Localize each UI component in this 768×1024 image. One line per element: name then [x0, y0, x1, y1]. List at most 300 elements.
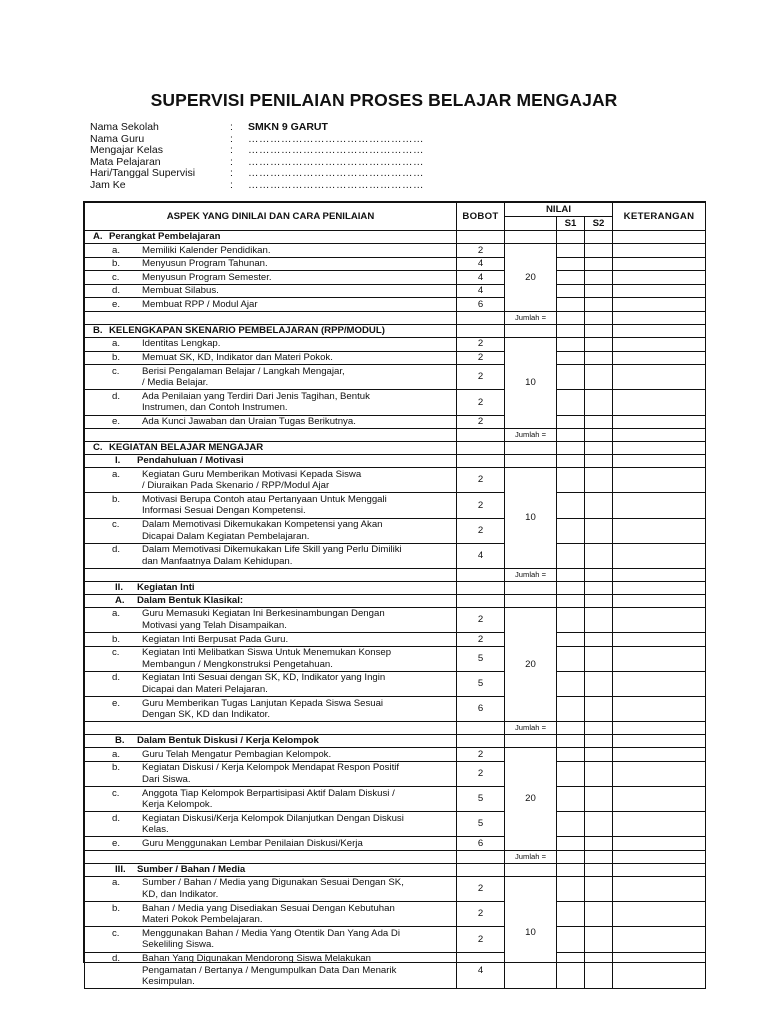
criteria-marker: c.	[112, 271, 120, 283]
criteria-marker: b.	[112, 352, 121, 364]
criteria-cell	[85, 646, 457, 671]
criteria-row	[85, 284, 706, 298]
criteria-marker: d.	[112, 544, 121, 556]
bobot-value: 2	[457, 468, 505, 493]
criteria-row	[85, 518, 706, 543]
criteria-cell	[85, 468, 457, 493]
s2-score-input[interactable]	[585, 298, 613, 312]
jumlah-s1-input[interactable]	[557, 850, 585, 863]
s1-score-input[interactable]	[557, 298, 585, 312]
keterangan-input[interactable]	[613, 351, 706, 365]
keterangan-input[interactable]	[613, 298, 706, 312]
criteria-line: Materi Pokok Pembelajaran.	[142, 914, 263, 926]
s1-score-input[interactable]	[557, 837, 585, 851]
s1-score-input[interactable]	[557, 646, 585, 671]
criteria-row	[85, 390, 706, 415]
criteria-text	[142, 519, 456, 542]
s2-score-input[interactable]	[585, 697, 613, 722]
s2-score-input[interactable]	[585, 646, 613, 671]
criteria-marker: d.	[112, 953, 121, 965]
s2-score-input[interactable]	[585, 543, 613, 568]
criteria-cell	[85, 837, 457, 851]
bobot-value: 2	[457, 902, 505, 927]
keterangan-input[interactable]	[613, 748, 706, 762]
jumlah-keterangan[interactable]	[613, 568, 706, 581]
bobot-value: 5	[457, 812, 505, 837]
criteria-line: / Diuraikan Pada Skenario / RPP/Modul Ajar	[142, 480, 330, 492]
criteria-text	[142, 608, 456, 631]
keterangan-input[interactable]	[613, 543, 706, 568]
jumlah-row	[85, 722, 706, 735]
jumlah-s2-input[interactable]	[585, 568, 613, 581]
keterangan-input[interactable]	[613, 671, 706, 696]
jumlah-s2-input[interactable]	[585, 722, 613, 735]
s1-score-input[interactable]	[557, 271, 585, 285]
subsection-title-cell	[85, 594, 457, 607]
keterangan-input[interactable]	[613, 812, 706, 837]
header-bobot: BOBOT	[457, 203, 505, 231]
criteria-line: Guru Memberikan Tugas Lanjutan Kepada Siswa Sesuai	[142, 697, 384, 709]
criteria-text	[142, 672, 456, 695]
jumlah-s1-input[interactable]	[557, 311, 585, 324]
info-value[interactable]: …………………………………………	[248, 178, 424, 191]
bobot-cell	[457, 581, 505, 594]
section-title: Perangkat Pembelajaran	[109, 231, 221, 243]
bobot-value: 5	[457, 646, 505, 671]
bobot-cell	[457, 735, 505, 748]
subsection-row	[85, 581, 706, 594]
criteria-line: / Media Belajar.	[142, 377, 209, 389]
criteria-row	[85, 927, 706, 952]
keterangan-input[interactable]	[613, 837, 706, 851]
keterangan-input[interactable]	[613, 902, 706, 927]
jumlah-row	[85, 568, 706, 581]
criteria-cell	[85, 927, 457, 952]
s1-score-input[interactable]	[557, 337, 585, 351]
keterangan-input[interactable]	[613, 761, 706, 786]
bobot-value: 2	[457, 390, 505, 415]
keterangan-input[interactable]	[613, 244, 706, 258]
section-row	[85, 324, 706, 337]
jumlah-blank	[85, 568, 457, 581]
keterangan-input[interactable]	[613, 271, 706, 285]
jumlah-blank	[85, 850, 457, 863]
info-colon: :	[230, 144, 233, 157]
s2-score-input[interactable]	[585, 257, 613, 271]
section-marker: II.	[115, 582, 123, 594]
s2-score-input[interactable]	[585, 761, 613, 786]
bobot-value: 4	[457, 284, 505, 298]
criteria-row	[85, 271, 706, 285]
criteria-marker: c.	[112, 647, 120, 659]
criteria-line: Bahan / Media yang Disediakan Sesuai Dengan Kebutuhan	[142, 902, 395, 914]
group-total-value: 20	[505, 607, 557, 721]
s2-score-input[interactable]	[585, 927, 613, 952]
criteria-line: Sekeliling Siswa.	[142, 939, 214, 951]
criteria-row	[85, 298, 706, 312]
info-value[interactable]: …………………………………………	[248, 167, 424, 180]
subsection-title-cell	[85, 735, 457, 748]
info-label: Hari/Tanggal Supervisi	[90, 167, 196, 180]
criteria-row	[85, 607, 706, 632]
s2-score-input[interactable]	[585, 365, 613, 390]
s1-score-input[interactable]	[557, 697, 585, 722]
bobot-value: 2	[457, 633, 505, 647]
criteria-row	[85, 787, 706, 812]
criteria-line: Menyusun Program Tahunan.	[142, 258, 268, 270]
s1-score-input[interactable]	[557, 518, 585, 543]
section-title-cell	[85, 231, 457, 244]
jumlah-label: Jumlah =	[505, 722, 557, 735]
criteria-row	[85, 365, 706, 390]
jumlah-keterangan[interactable]	[613, 311, 706, 324]
criteria-cell	[85, 518, 457, 543]
s2-score-input[interactable]	[585, 493, 613, 518]
criteria-text	[142, 647, 456, 670]
bobot-value: 2	[457, 607, 505, 632]
jumlah-label: Jumlah =	[505, 568, 557, 581]
nilai-cell	[505, 455, 557, 468]
criteria-line: Sumber / Bahan / Media yang Digunakan Sesuai Dengan SK,	[142, 877, 404, 889]
s2-score-input[interactable]	[585, 902, 613, 927]
criteria-line: Dalam Memotivasi Dikemukakan Kompetensi yang Akan	[142, 519, 383, 530]
criteria-text	[142, 762, 456, 785]
s1-score-input[interactable]	[557, 633, 585, 647]
keterangan-input[interactable]	[613, 468, 706, 493]
jumlah-keterangan[interactable]	[613, 429, 706, 442]
info-value[interactable]: …………………………………………	[248, 132, 424, 145]
criteria-line: Kegiatan Inti Sesuai dengan SK, KD, Indikator yang Ingin	[142, 672, 386, 684]
criteria-line: Ada Kunci Jawaban dan Uraian Tugas Berikutnya.	[142, 416, 356, 428]
criteria-line: Dengan SK, KD dan Indikator.	[142, 709, 270, 721]
s2-cell	[585, 594, 613, 607]
criteria-line: Memuat SK, KD, Indikator dan Materi Pokok.	[142, 352, 333, 364]
criteria-cell	[85, 390, 457, 415]
bobot-cell	[457, 442, 505, 455]
jumlah-blank	[457, 722, 505, 735]
criteria-line: dan Manfaatnya Dalam Kehidupan.	[142, 555, 293, 567]
criteria-cell	[85, 671, 457, 696]
section-marker: A.	[115, 595, 125, 607]
jumlah-label: Jumlah =	[505, 311, 557, 324]
keterangan-input[interactable]	[613, 257, 706, 271]
identity-block	[90, 122, 424, 192]
criteria-cell	[85, 365, 457, 390]
criteria-cell	[85, 633, 457, 647]
keterangan-input[interactable]	[613, 493, 706, 518]
criteria-text	[142, 352, 456, 364]
criteria-text	[142, 928, 456, 951]
bobot-value: 6	[457, 298, 505, 312]
s1-score-input[interactable]	[557, 468, 585, 493]
bobot-cell	[457, 863, 505, 876]
criteria-row	[85, 468, 706, 493]
keterangan-input[interactable]	[613, 337, 706, 351]
section-title-cell	[85, 324, 457, 337]
section-title: Sumber / Bahan / Media	[137, 864, 246, 876]
section-marker: B.	[115, 735, 125, 747]
s2-score-input[interactable]	[585, 787, 613, 812]
bobot-value: 2	[457, 244, 505, 258]
jumlah-keterangan[interactable]	[613, 722, 706, 735]
s1-score-input[interactable]	[557, 284, 585, 298]
jumlah-s1-input[interactable]	[557, 568, 585, 581]
subsection-row	[85, 594, 706, 607]
info-colon: :	[230, 132, 233, 145]
s1-cell	[557, 594, 585, 607]
criteria-line: Bahan Yang Digunakan Mendorong Siswa Melakukan	[142, 953, 371, 965]
s1-score-input[interactable]	[557, 493, 585, 518]
s2-cell	[585, 455, 613, 468]
criteria-line: Guru Telah Mengatur Pembagian Kelompok.	[142, 748, 332, 760]
keterangan-input[interactable]	[613, 284, 706, 298]
keterangan-input[interactable]	[613, 646, 706, 671]
s2-score-input[interactable]	[585, 337, 613, 351]
criteria-row	[85, 337, 706, 351]
criteria-line: Anggota Tiap Kelompok Berpartisipasi Aktif Dalam Diskusi /	[142, 787, 395, 799]
s2-score-input[interactable]	[585, 671, 613, 696]
s2-score-input[interactable]	[585, 837, 613, 851]
bobot-cell	[457, 231, 505, 244]
info-value[interactable]: …………………………………………	[248, 144, 424, 157]
bobot-value: 5	[457, 787, 505, 812]
bobot-value: 6	[457, 837, 505, 851]
subsection-row	[85, 735, 706, 748]
section-marker: III.	[115, 864, 126, 876]
criteria-cell	[85, 493, 457, 518]
nilai-cell	[505, 594, 557, 607]
section-title: Dalam Bentuk Klasikal:	[137, 595, 244, 607]
jumlah-s2-input[interactable]	[585, 311, 613, 324]
criteria-marker: c.	[112, 519, 120, 530]
keterangan-input[interactable]	[613, 518, 706, 543]
criteria-text	[142, 838, 456, 850]
criteria-cell	[85, 244, 457, 258]
criteria-row	[85, 415, 706, 429]
criteria-row	[85, 671, 706, 696]
criteria-line: Informasi Sesuai Dengan Kompetensi.	[142, 505, 306, 517]
section-title: Dalam Bentuk Diskusi / Kerja Kelompok	[137, 735, 319, 747]
criteria-marker: e.	[112, 416, 121, 428]
bobot-cell	[457, 324, 505, 337]
jumlah-s2-input[interactable]	[585, 429, 613, 442]
info-colon: :	[230, 155, 233, 168]
bobot-value: 2	[457, 761, 505, 786]
criteria-row	[85, 633, 706, 647]
criteria-marker: a.	[112, 244, 121, 256]
criteria-row	[85, 876, 706, 901]
jumlah-s1-input[interactable]	[557, 429, 585, 442]
s1-score-input[interactable]	[557, 390, 585, 415]
criteria-cell	[85, 761, 457, 786]
assessment-table-wrap	[83, 201, 706, 988]
header-nilai: NILAI	[505, 203, 613, 217]
info-value[interactable]: …………………………………………	[248, 155, 424, 168]
s1-score-input[interactable]	[557, 927, 585, 952]
info-colon: :	[230, 121, 233, 133]
s2-score-input[interactable]	[585, 351, 613, 365]
s2-score-input[interactable]	[585, 952, 613, 989]
criteria-row	[85, 748, 706, 762]
s1-score-input[interactable]	[557, 671, 585, 696]
s1-score-input[interactable]	[557, 902, 585, 927]
s2-score-input[interactable]	[585, 284, 613, 298]
criteria-row	[85, 351, 706, 365]
keterangan-cell	[613, 442, 706, 455]
bobot-value: 2	[457, 493, 505, 518]
criteria-text	[142, 749, 456, 761]
criteria-row	[85, 812, 706, 837]
s1-score-input[interactable]	[557, 415, 585, 429]
info-label: Jam Ke	[90, 178, 126, 191]
s1-score-input[interactable]	[557, 257, 585, 271]
s2-cell	[585, 324, 613, 337]
criteria-text	[142, 366, 456, 389]
bobot-value: 2	[457, 337, 505, 351]
s1-score-input[interactable]	[557, 607, 585, 632]
s2-score-input[interactable]	[585, 244, 613, 258]
keterangan-input[interactable]	[613, 927, 706, 952]
criteria-marker: c.	[112, 787, 120, 799]
s2-cell	[585, 863, 613, 876]
criteria-line: Dicapai Dalam Kegiatan Pembelajaran.	[142, 530, 310, 542]
info-label: Nama Sekolah	[90, 121, 159, 133]
criteria-text	[142, 299, 456, 311]
criteria-cell	[85, 902, 457, 927]
criteria-text	[142, 285, 456, 297]
jumlah-label: Jumlah =	[505, 429, 557, 442]
criteria-row	[85, 761, 706, 786]
s1-score-input[interactable]	[557, 812, 585, 837]
criteria-cell	[85, 257, 457, 271]
keterangan-input[interactable]	[613, 633, 706, 647]
s1-score-input[interactable]	[557, 543, 585, 568]
criteria-line: Membangun / Mengkonstruksi Pengetahuan.	[142, 658, 333, 670]
s2-score-input[interactable]	[585, 518, 613, 543]
nilai-cell	[505, 324, 557, 337]
s2-score-input[interactable]	[585, 748, 613, 762]
criteria-marker: d.	[112, 285, 121, 297]
keterangan-input[interactable]	[613, 607, 706, 632]
s2-score-input[interactable]	[585, 607, 613, 632]
jumlah-keterangan[interactable]	[613, 850, 706, 863]
header-keterangan: KETERANGAN	[613, 203, 706, 231]
criteria-line: Dicapai dan Materi Pelajaran.	[142, 683, 268, 695]
info-label: Mengajar Kelas	[90, 144, 163, 157]
bobot-cell	[457, 594, 505, 607]
s2-cell	[585, 581, 613, 594]
keterangan-input[interactable]	[613, 390, 706, 415]
section-row	[85, 442, 706, 455]
criteria-line: Kegiatan Inti Melibatkan Siswa Untuk Menemukan Konsep	[142, 647, 392, 659]
s2-score-input[interactable]	[585, 812, 613, 837]
keterangan-cell	[613, 735, 706, 748]
criteria-text	[142, 338, 456, 350]
criteria-line: Menggunakan Bahan / Media Yang Otentik Dan Yang Ada Di	[142, 927, 400, 939]
s2-score-input[interactable]	[585, 876, 613, 901]
criteria-cell	[85, 284, 457, 298]
nilai-cell	[505, 442, 557, 455]
info-row	[90, 122, 424, 134]
bobot-value: 2	[457, 748, 505, 762]
s1-score-input[interactable]	[557, 761, 585, 786]
bobot-cell	[457, 455, 505, 468]
keterangan-input[interactable]	[613, 365, 706, 390]
criteria-line: Ada Penilaian yang Terdiri Dari Jenis Tagihan, Bentuk	[142, 390, 370, 402]
s1-score-input[interactable]	[557, 351, 585, 365]
criteria-text	[142, 634, 456, 646]
keterangan-input[interactable]	[613, 952, 706, 989]
keterangan-input[interactable]	[613, 876, 706, 901]
criteria-row	[85, 646, 706, 671]
assessment-table	[84, 202, 706, 989]
s2-cell	[585, 442, 613, 455]
s2-score-input[interactable]	[585, 633, 613, 647]
s1-score-input[interactable]	[557, 876, 585, 901]
criteria-marker: a.	[112, 608, 121, 620]
criteria-text	[142, 877, 456, 900]
section-row	[85, 231, 706, 244]
criteria-marker: b.	[112, 762, 121, 774]
s1-cell	[557, 442, 585, 455]
s1-score-input[interactable]	[557, 244, 585, 258]
criteria-line: Guru Menggunakan Lembar Penilaian Diskusi/Kerja	[142, 837, 363, 849]
s2-score-input[interactable]	[585, 415, 613, 429]
keterangan-input[interactable]	[613, 787, 706, 812]
s1-score-input[interactable]	[557, 787, 585, 812]
criteria-marker: e.	[112, 298, 121, 310]
criteria-line: Kesimpulan.	[142, 976, 195, 988]
criteria-marker: e.	[112, 697, 121, 709]
criteria-text	[142, 416, 456, 428]
bobot-value: 2	[457, 365, 505, 390]
keterangan-cell	[613, 455, 706, 468]
jumlah-s2-input[interactable]	[585, 850, 613, 863]
s1-score-input[interactable]	[557, 952, 585, 989]
criteria-line: Memiliki Kalender Pendidikan.	[142, 244, 271, 256]
criteria-marker: e.	[112, 837, 121, 849]
criteria-text	[142, 258, 456, 270]
section-marker: I.	[115, 455, 121, 467]
info-row	[90, 180, 424, 192]
s2-cell	[585, 735, 613, 748]
criteria-row	[85, 697, 706, 722]
keterangan-input[interactable]	[613, 415, 706, 429]
criteria-marker: d.	[112, 390, 121, 402]
jumlah-s1-input[interactable]	[557, 722, 585, 735]
criteria-text	[142, 245, 456, 257]
info-value[interactable]: SMKN 9 GARUT	[248, 121, 328, 133]
criteria-text	[142, 953, 456, 988]
info-colon: :	[230, 178, 233, 191]
s2-score-input[interactable]	[585, 468, 613, 493]
bobot-value: 2	[457, 415, 505, 429]
s1-score-input[interactable]	[557, 748, 585, 762]
s2-score-input[interactable]	[585, 271, 613, 285]
criteria-text	[142, 698, 456, 721]
s2-score-input[interactable]	[585, 390, 613, 415]
criteria-row	[85, 244, 706, 258]
info-colon: :	[230, 167, 233, 180]
criteria-cell	[85, 787, 457, 812]
criteria-line: Motivasi Berupa Contoh atau Pertanyaan Untuk Menggali	[142, 493, 387, 505]
keterangan-input[interactable]	[613, 697, 706, 722]
section-title: KELENGKAPAN SKENARIO PEMBELAJARAN (RPP/MODUL)	[109, 325, 385, 337]
s1-score-input[interactable]	[557, 365, 585, 390]
jumlah-blank	[85, 429, 457, 442]
bobot-value: 2	[457, 927, 505, 952]
bobot-value: 2	[457, 351, 505, 365]
